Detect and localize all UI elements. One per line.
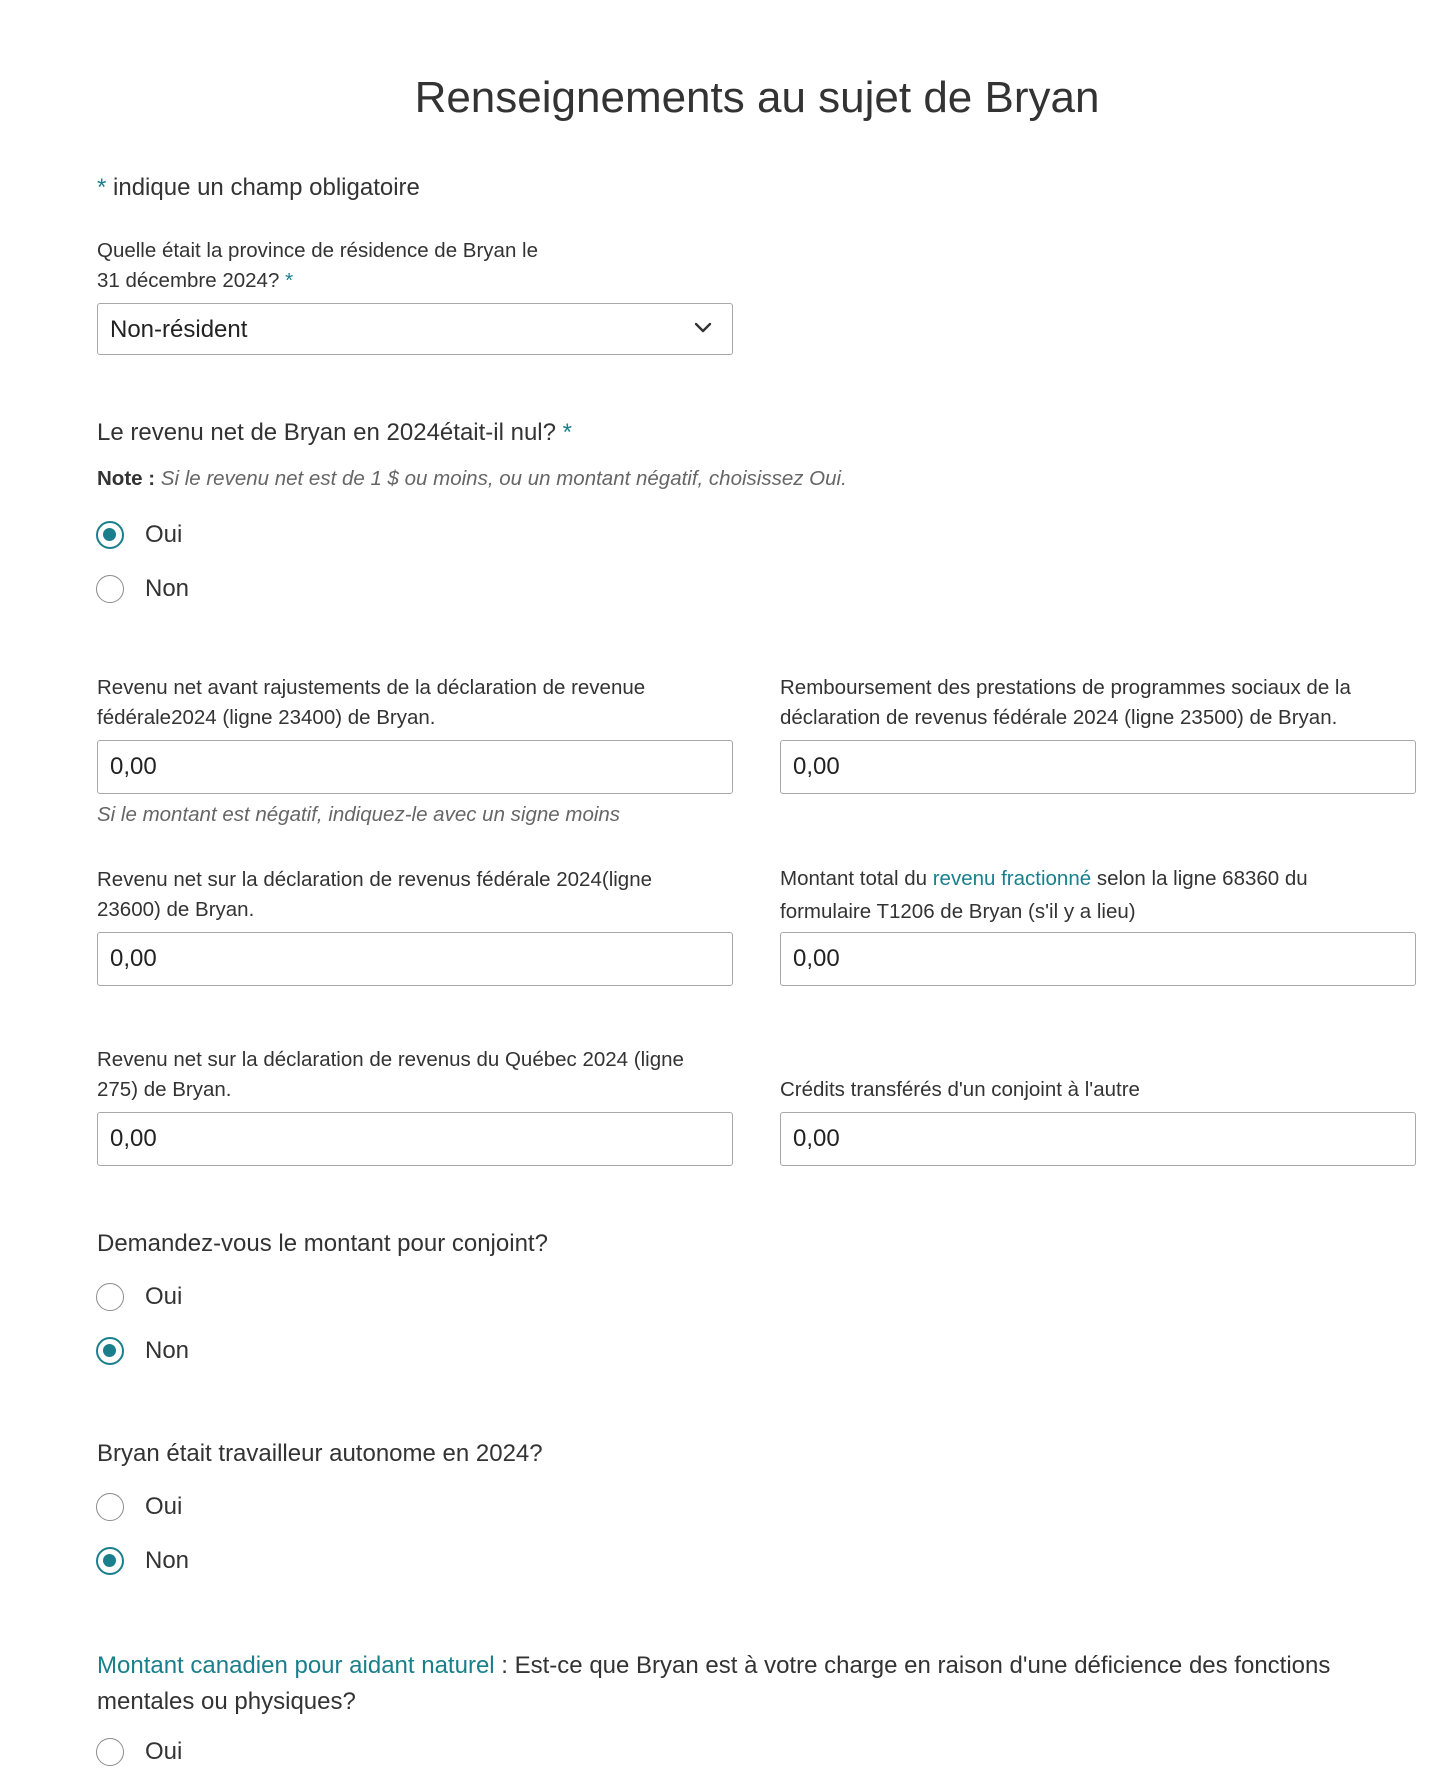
radio-checked-icon[interactable] bbox=[96, 1547, 124, 1575]
page-title: Renseignements au sujet de Bryan bbox=[414, 73, 1100, 122]
required-note-text: indique un champ obligatoire bbox=[106, 174, 420, 201]
province-select[interactable] bbox=[97, 303, 733, 355]
quebec275-input[interactable] bbox=[97, 1112, 733, 1166]
net-income-note bbox=[97, 464, 847, 494]
radio-label: Non bbox=[145, 1337, 190, 1364]
transferred-credits-input[interactable] bbox=[780, 1112, 1416, 1166]
required-asterisk: * bbox=[97, 174, 107, 201]
chevron-down-icon bbox=[692, 317, 714, 339]
note-text: Si le revenu net est de 1 $ ou moins, ou un montant négatif, choisissez Oui. bbox=[155, 467, 847, 490]
split-income-label: Montant total du revenu fractionné selon la ligne 68360 du formulaire T1206 de Bryan (s'il y a lieu) bbox=[780, 867, 1308, 923]
split-income-input[interactable] bbox=[780, 932, 1416, 986]
net-income-nil-question: Le revenu net de Bryan en 2024était-il nul? * bbox=[97, 419, 573, 446]
radio-label: Oui bbox=[145, 1738, 183, 1765]
split-income-link[interactable]: revenu fractionné bbox=[932, 867, 1092, 890]
quebec275-label: Revenu net sur la déclaration de revenus du Québec 2024 (ligne 275) de Bryan. bbox=[97, 1048, 684, 1101]
radio-unchecked-icon[interactable] bbox=[96, 1738, 124, 1766]
radio-label: Non bbox=[145, 575, 190, 602]
line23400-label: Revenu net avant rajustements de la déclaration de revenue fédérale2024 (ligne 23400) de Bryan. bbox=[97, 676, 646, 729]
radio-label: Oui bbox=[145, 1283, 183, 1310]
radio-unchecked-icon[interactable] bbox=[96, 1283, 124, 1311]
radio-unchecked-icon[interactable] bbox=[96, 575, 124, 603]
required-field-note bbox=[97, 172, 420, 204]
radio-checked-icon[interactable] bbox=[96, 1337, 124, 1365]
province-select-value: Non-résident bbox=[110, 316, 248, 343]
radio-label: Non bbox=[145, 1547, 190, 1574]
radio-unchecked-icon[interactable] bbox=[96, 1493, 124, 1521]
note-label: Note : bbox=[97, 467, 156, 490]
line23600-label: Revenu net sur la déclaration de revenus fédérale 2024(ligne 23600) de Bryan. bbox=[97, 868, 653, 921]
radio-checked-icon[interactable] bbox=[96, 521, 124, 549]
transferred-credits-label: Crédits transférés d'un conjoint à l'autre bbox=[780, 1078, 1140, 1101]
caregiver-question: Montant canadien pour aidant naturel : Est-ce que Bryan est à votre charge en raison d'une déficience des fonctions mentales ou physiques? bbox=[97, 1652, 1331, 1715]
line23500-input[interactable] bbox=[780, 740, 1416, 794]
line23600-input[interactable] bbox=[97, 932, 733, 986]
negative-amount-hint: Si le montant est négatif, indiquez-le avec un signe moins bbox=[97, 803, 621, 826]
caregiver-amount-link[interactable]: Montant canadien pour aidant naturel bbox=[97, 1652, 495, 1679]
province-label bbox=[97, 236, 538, 296]
spouse-amount-question: Demandez-vous le montant pour conjoint? bbox=[97, 1230, 548, 1257]
province-required-marker: * bbox=[285, 269, 294, 292]
self-employed-question: Bryan était travailleur autonome en 2024? bbox=[97, 1440, 543, 1467]
radio-label: Oui bbox=[145, 1493, 183, 1520]
net-income-required-marker: * bbox=[562, 419, 573, 446]
province-label-line2: 31 décembre 2024? * bbox=[97, 269, 294, 292]
province-label-line1: Quelle était la province de résidence de Bryan le bbox=[97, 239, 539, 262]
line23500-label: Remboursement des prestations de programmes sociaux de la déclaration de revenus fédérale 2024 (ligne 23500) de Bryan. bbox=[780, 676, 1351, 729]
line23400-input[interactable] bbox=[97, 740, 733, 794]
radio-label: Oui bbox=[145, 521, 183, 548]
